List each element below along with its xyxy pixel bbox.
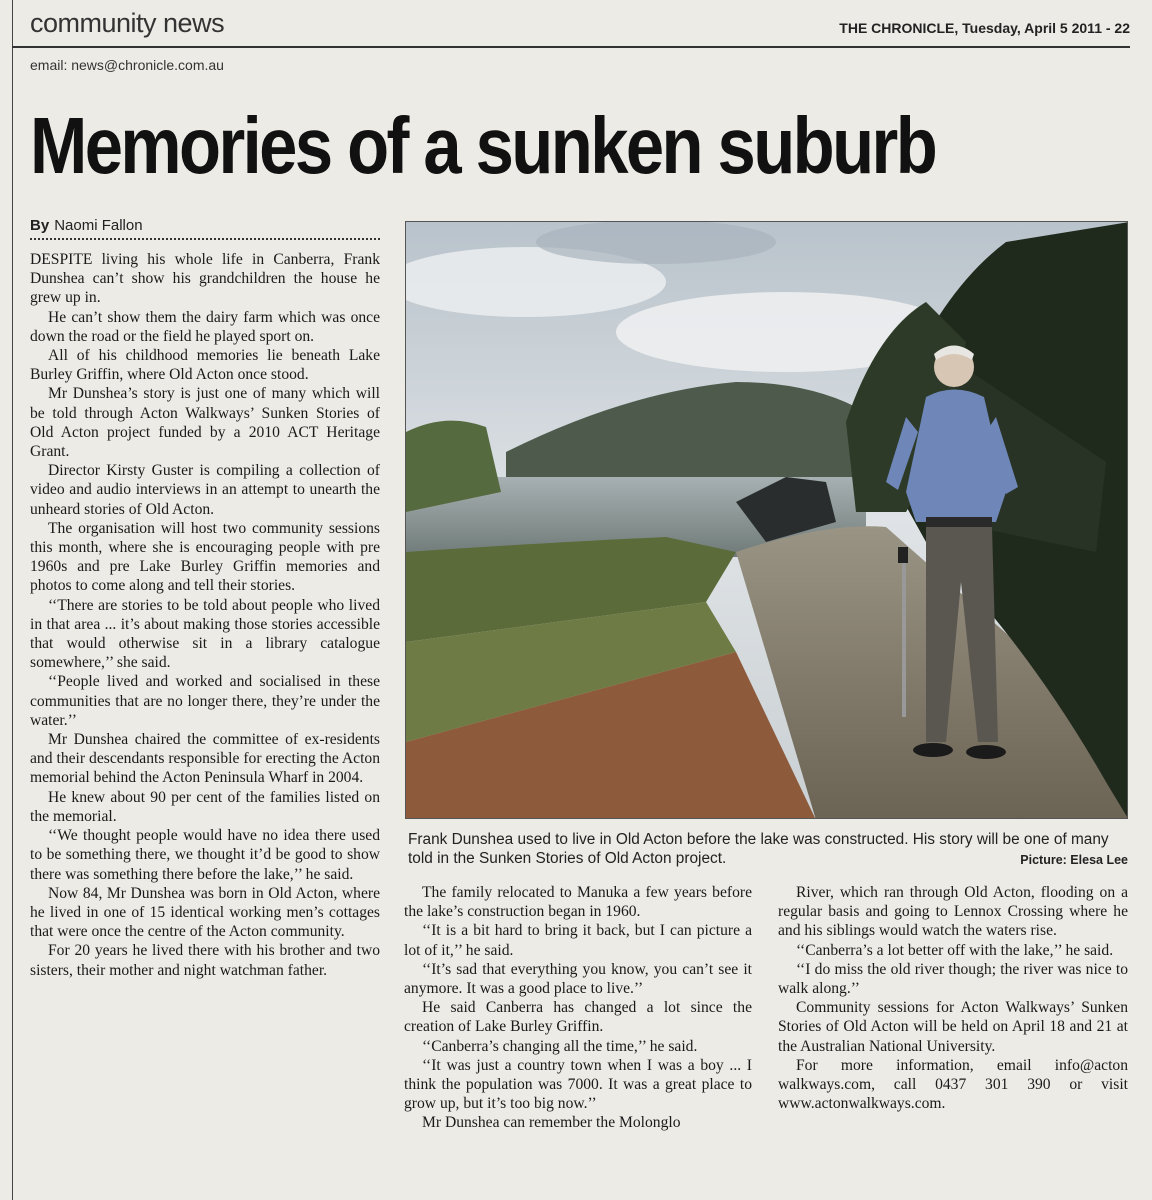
paragraph: Director Kirsty Guster is compiling a collection of video and audio interviews in an attempt to unearth the unheard stories of Old Acton. [30, 462, 380, 518]
author-name: Naomi Fallon [54, 217, 143, 234]
contact-email: email: news@chronicle.com.au [30, 57, 224, 73]
article-column-3 [778, 883, 1128, 1113]
masthead-dateline: THE CHRONICLE, Tuesday, April 5 2011 - 22 [839, 20, 1130, 36]
article-column-2 [404, 883, 752, 1133]
paragraph: The family relocated to Manuka a few years before the lake’s construction began in 1960. [404, 884, 752, 921]
paragraph: ‘‘It’s sad that everything you know, you can’t see it anymore. It was a good place to live.’’ [404, 960, 752, 998]
byline [30, 217, 380, 240]
paragraph: ‘‘Canberra’s changing all the time,’’ he said. [422, 1037, 698, 1055]
article-column-1 [30, 250, 380, 980]
paragraph: Community sessions for Acton Walkways’ Sunken Stories of Old Acton will be held on April 18 and 21 at the Australian National University. [778, 999, 1128, 1055]
header-divider [12, 46, 1130, 48]
article-headline: Memories of a sunken suburb [30, 101, 936, 190]
paragraph: ‘‘We thought people would have no idea there used to be something there, we thought it’d be good to show there was something there before the lake,’’ he said. [30, 827, 380, 883]
paragraph: All of his childhood memories lie beneath Lake Burley Griffin, where Old Acton once stood. [30, 347, 380, 384]
paragraph: Now 84, Mr Dunshea was born in Old Acton, where he lived in one of 15 identical working men’s cottages that were once the centre of the Acton community. [30, 884, 380, 941]
paragraph: He knew about 90 per cent of the families listed on the memorial. [30, 788, 380, 825]
photo-caption [408, 830, 1128, 870]
byline-prefix: By [30, 217, 50, 234]
paragraph: ‘‘There are stories to be told about people who lived in that area ... it’s about making those stories accessible that would otherwise sit in a library catalogue somewhere,’’ she said. [30, 596, 380, 672]
paragraph: He said Canberra has changed a lot since the creation of Lake Burley Griffin. [404, 999, 752, 1036]
paragraph: For 20 years he lived there with his brother and two sisters, their mother and night watchman father. [30, 942, 380, 979]
paragraph: Mr Dunshea’s story is just one of many which will be told through Acton Walkways’ Sunken Stories of Old Acton project funded by a 2010 ACT Heritage Grant. [30, 385, 380, 461]
paragraph: He can’t show them the dairy farm which was once down the road or the field he played sport on. [30, 308, 380, 345]
article-photo [405, 221, 1128, 819]
paragraph: Mr Dunshea can remember the Molonglo [422, 1114, 681, 1132]
paragraph: ‘‘It is a bit hard to bring it back, but I can picture a lot of it,’’ he said. [404, 922, 752, 959]
photo-credit: Picture: Elesa Lee [1020, 853, 1128, 867]
paragraph: For more information, email info@acton walkways.com, call 0437 301 390 or visit www.actonwalkways.com. [778, 1056, 1128, 1113]
section-title: community news [30, 8, 225, 38]
photo-lake-scene [406, 222, 1128, 819]
paragraph: ‘‘Canberra’s a lot better off with the lake,’’ he said. [796, 941, 1114, 959]
left-column-rule [12, 0, 13, 1200]
paragraph: ‘‘It was just a country town when I was a boy ... I think the population was 7000. It was a great place to grow up, but it’s too big now.’’ [404, 1056, 752, 1113]
paragraph: River, which ran through Old Acton, flooding on a regular basis and going to Lennox Crossing where he and his siblings would watch the waters rise. [778, 884, 1128, 940]
paragraph: ‘‘People lived and worked and socialised in these communities that are no longer there, they’re under the water.’’ [30, 673, 380, 729]
paragraph: Mr Dunshea chaired the committee of ex-residents and their descendants responsible for erecting the Acton memorial behind the Acton Peninsula Wharf in 2004. [30, 731, 380, 787]
caption-text: Frank Dunshea used to live in Old Acton before the lake was constructed. His story will be one of many told in the Sunken Stories of Old Acton project. [408, 831, 1109, 867]
paragraph: The organisation will host two community sessions this month, where she is encouraging people with pre 1960s and pre Lake Burley Griffin memories and photos to come along and tell their stories. [30, 519, 380, 595]
paragraph: ‘‘I do miss the old river though; the river was nice to walk along.’’ [778, 960, 1128, 998]
paragraph: DESPITE living his whole life in Canberra, Frank Dunshea can’t show his grandchildren the house he grew up in. [30, 251, 380, 307]
